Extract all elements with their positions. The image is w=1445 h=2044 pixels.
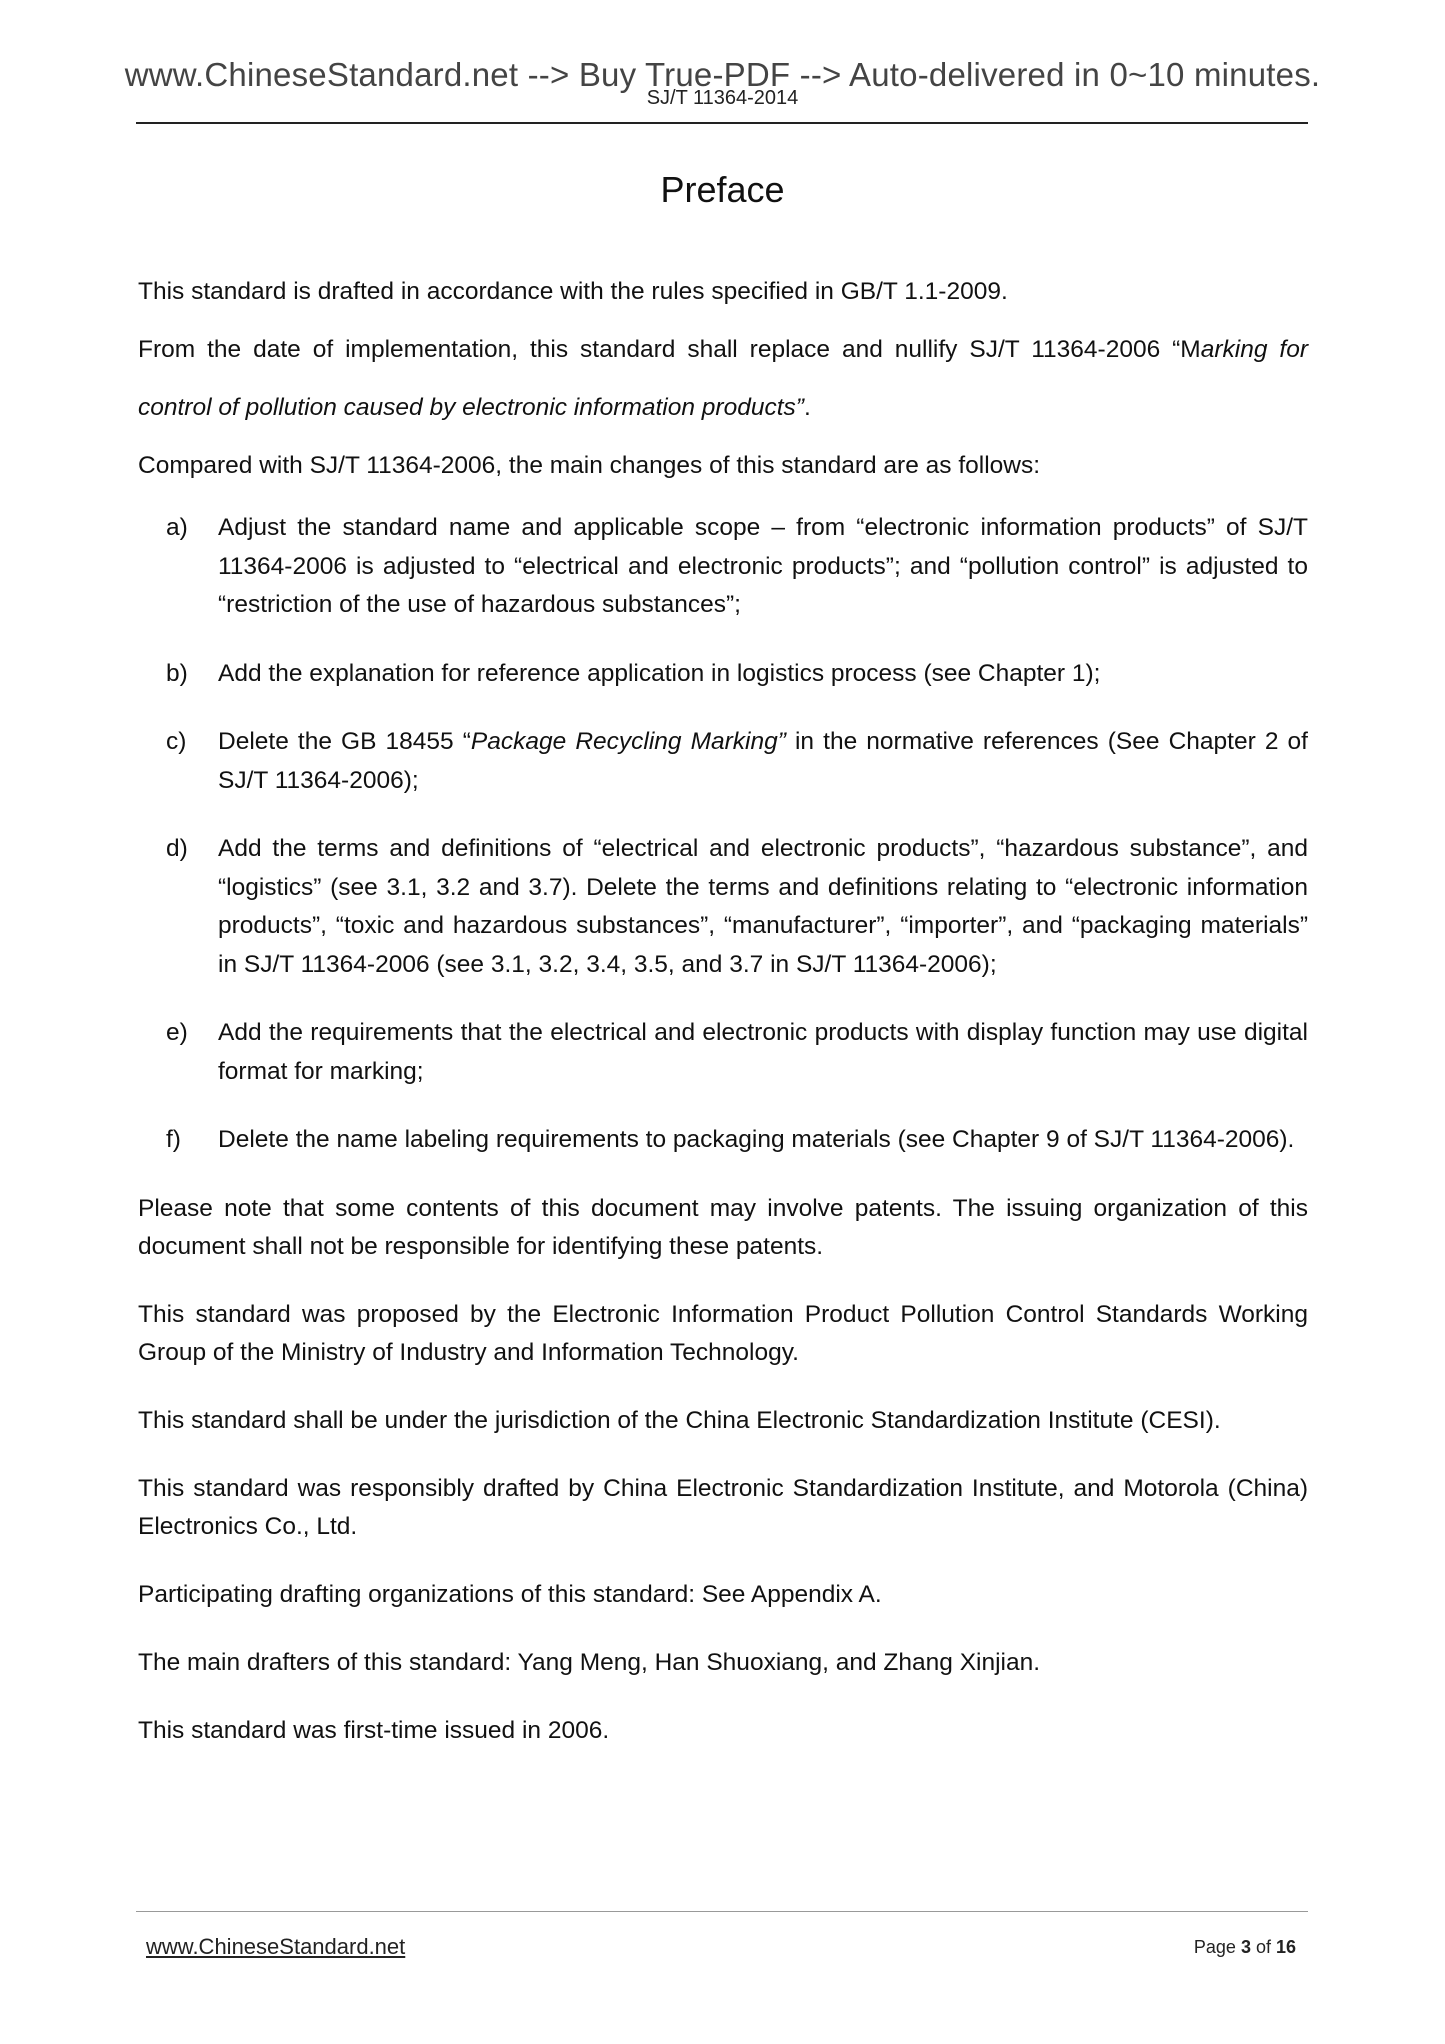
list-marker: e) [166,1019,188,1046]
list-item [138,1014,1308,1091]
list-item [138,723,1308,800]
replaced-title-italic: arking for control of pollution caused by electronic information products” [138,336,1308,421]
list-marker: c) [166,728,187,755]
list-item [138,830,1308,984]
paragraph-patents: Please note that some contents of this document may involve patents. The issuing organization of this document shall not be responsible for identifying these patents. [138,1194,1308,1260]
list-item-text: Add the explanation for reference application in logistics process (see Chapter 1); [218,659,1101,687]
list-item-text-end: in the normative references (See Chapter 2 of SJ/T 11364-2006); [218,728,1308,794]
page-of: of [1250,1937,1276,1957]
replacement-end: . [803,394,811,421]
paragraph-participating-orgs: Participating drafting organizations of this standard: See Appendix A. [138,1580,882,1608]
list-item [138,655,1308,694]
paragraph-jurisdiction: This standard shall be under the jurisdiction of the China Electronic Standardization Institute (CESI). [138,1406,1221,1434]
list-item-text: Add the requirements that the electrical and electronic products with display function may use digital format for marking; [218,1019,1308,1085]
list-marker: a) [166,514,188,541]
paragraph-main-changes: Compared with SJ/T 11364-2006, the main changes of this standard are as follows: [138,452,1041,479]
page-total: 16 [1275,1937,1296,1957]
list-item-text: Adjust the standard name and applicable scope – from “electronic information products” of SJ/T 11364-2006 is adjusted to “electrical and electronic products”; and “pollution control” is adjusted to “restriction of the use of hazardous substances”; [218,514,1308,618]
top-banner[interactable]: www.ChineseStandard.net --> Buy True-PDF --> Auto-delivered in 0~10 minutes. [124,56,1321,93]
page-number [1194,1937,1296,1958]
paragraph-proposed-by: This standard was proposed by the Electronic Information Product Pollution Control Standards Working Group of the Ministry of Industry and Information Technology. [138,1300,1308,1366]
paragraph-drafting-rules: This standard is drafted in accordance with the rules specified in GB/T 1.1-2009. [138,278,1008,305]
paragraph-main-drafters: The main drafters of this standard: Yang Meng, Han Shuoxiang, and Zhang Xinjian. [138,1648,1041,1676]
document-body [138,263,1308,1750]
page-title: Preface [660,169,785,210]
standard-code-header: SJ/T 11364-2014 [646,87,799,109]
footer-website-link[interactable]: www.ChineseStandard.net [146,1934,406,1959]
changes-list [138,509,1308,1160]
list-marker: b) [166,659,188,687]
paragraph-replacement [138,321,1308,437]
page-current: 3 [1240,1937,1251,1957]
footer-divider [136,1911,1308,1912]
header-divider [136,122,1308,124]
list-item-italic-title: Package Recycling Marking” [470,728,786,755]
page-label: Page [1193,1937,1241,1957]
list-item-text: Delete the GB 18455 “ [218,728,471,755]
list-marker: f) [166,1126,181,1153]
list-item-text: Add the terms and definitions of “electrical and electronic products”, “hazardous substance”, and “logistics” (see 3.1, 3.2 and 3.7). Delete the terms and definitions relating to “electronic information products”, “toxic and hazardous substances”, “manufacturer”, “importer”, and “packaging materials” in SJ/T 11364-2006 (see 3.1, 3.2, 3.4, 3.5, and 3.7 in SJ/T 11364-2006); [218,835,1308,978]
replacement-text: From the date of implementation, this standard shall replace and nullify SJ/T 11364-2006 “M [138,336,1201,363]
list-item-text: Delete the name labeling requirements to packaging materials (see Chapter 9 of SJ/T 11364-2006). [218,1126,1295,1153]
list-marker: d) [166,835,188,862]
paragraph-first-issued: This standard was first-time issued in 2006. [138,1716,610,1744]
paragraph-drafted-by: This standard was responsibly drafted by China Electronic Standardization Institute, and Motorola (China) Electronics Co., Ltd. [138,1474,1308,1540]
list-item [138,509,1308,625]
list-item [138,1121,1308,1160]
